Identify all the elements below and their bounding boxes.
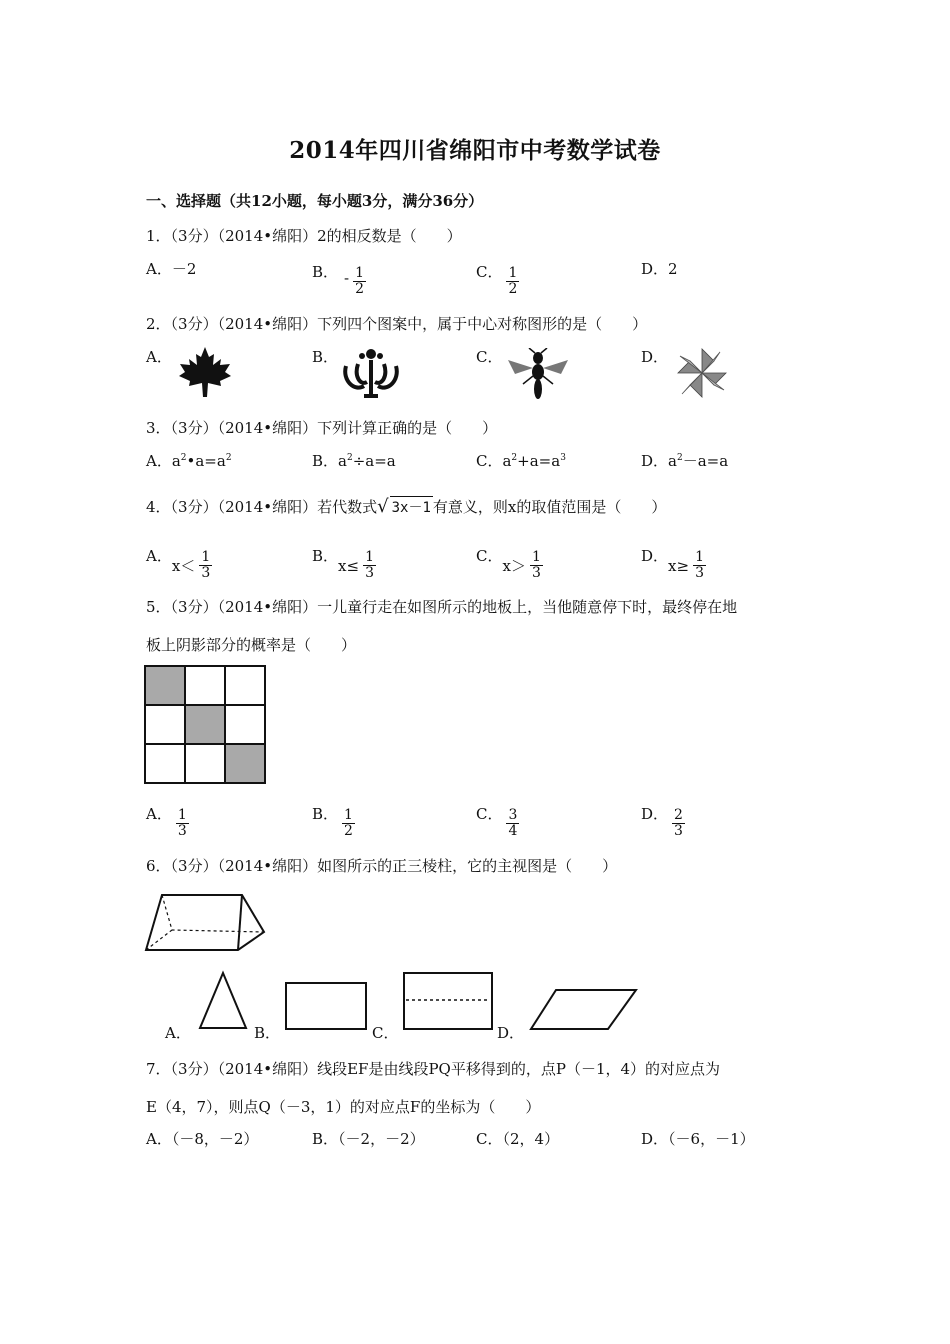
option-d: D．2	[641, 260, 678, 278]
q6-option-a-label: A．	[165, 1024, 191, 1042]
rectangle-dashed-view-icon	[402, 971, 496, 1033]
question-6: 6．（3分）（2014•绵阳）如图所示的正三棱柱，它的主视图是（ ）	[146, 857, 618, 875]
fraction: $\frac{1}{3}$	[177, 807, 187, 839]
tile	[185, 744, 225, 783]
tile	[145, 744, 185, 783]
fraction: $\frac{1}{3}$	[201, 549, 211, 581]
tile	[225, 705, 265, 744]
question-3: 3．（3分）（2014•绵阳）下列计算正确的是（ ）	[146, 419, 498, 437]
fraction: $\frac{1}{2}$	[355, 265, 365, 297]
tile	[225, 666, 265, 705]
option-c: C．x＞ $\frac{1}{3}$	[476, 547, 541, 581]
question-4: 4．（3分）（2014•绵阳）若代数式√ 3x－1 有意义，则x的取值范围是（ ）	[146, 496, 667, 517]
option-b: B．x≤ $\frac{1}{3}$	[312, 547, 374, 581]
fraction: $\frac{1}{3}$	[365, 549, 374, 581]
sqrt-sign: √	[377, 496, 389, 517]
triangle-view-icon	[196, 970, 250, 1032]
option-c: C． $\frac{1}{2}$	[476, 263, 518, 297]
question-4-options	[146, 542, 806, 582]
fraction: $\frac{1}{2}$	[508, 265, 518, 297]
triangular-prism-figure	[142, 890, 272, 954]
radicand: 3x－1	[390, 496, 433, 517]
option-c: C．	[476, 348, 503, 366]
option-d: D．$a^2-a=a$	[641, 452, 729, 470]
option-d: D．（－6，－1）	[641, 1130, 755, 1148]
option-a: A． $\frac{1}{3}$	[146, 805, 187, 839]
fraction: $\frac{2}{3}$	[674, 807, 683, 839]
fraction: $\frac{1}{3}$	[531, 549, 541, 581]
tile-shaded	[145, 666, 185, 705]
fraction: $\frac{3}{4}$	[508, 807, 518, 839]
tile	[185, 666, 225, 705]
option-d: D．x≥ $\frac{1}{3}$	[641, 547, 704, 581]
fraction: $\frac{1}{3}$	[695, 549, 704, 581]
q6-option-b-label: B．	[254, 1024, 281, 1042]
option-b: B．	[312, 348, 339, 366]
option-a: A．	[146, 348, 172, 366]
ornament-icon	[340, 346, 402, 400]
rectangle-view-icon	[284, 981, 370, 1033]
floor-grid	[144, 665, 266, 784]
question-7-options	[146, 1128, 806, 1168]
question-3-options	[146, 450, 806, 490]
question-1-options	[146, 258, 806, 298]
q6-option-d-label: D．	[497, 1024, 525, 1042]
pinwheel-icon	[672, 346, 732, 400]
option-a: A．－2	[146, 260, 197, 278]
page-title: 2014年四川省绵阳市中考数学试卷	[289, 137, 661, 164]
parallelogram-view-icon	[528, 987, 640, 1033]
q6-option-c-label: C．	[372, 1024, 399, 1042]
tile-shaded	[225, 744, 265, 783]
fraction: $\frac{1}{2}$	[344, 807, 353, 839]
question-5-options	[146, 800, 806, 840]
option-c: C．（2，4）	[476, 1130, 560, 1148]
maple-leaf-icon	[176, 345, 234, 399]
tile	[145, 705, 185, 744]
question-5-line-2: 板上阴影部分的概率是（ ）	[146, 636, 357, 654]
question-7-line-2: E（4，7），则点Q（－3，1）的对应点F的坐标为（ ）	[146, 1098, 541, 1116]
question-7-line-1: 7．（3分）（2014•绵阳）线段EF是由线段PQ平移得到的，点P（－1，4）的对应点为	[146, 1060, 721, 1078]
insect-icon	[505, 348, 571, 402]
question-5-line-1: 5．（3分）（2014•绵阳）一儿童行走在如图所示的地板上，当他随意停下时，最终停在地	[146, 598, 738, 616]
section-heading: 一、选择题（共12小题，每小题3分，满分36分）	[146, 192, 484, 210]
question-1: 1．（3分）（2014•绵阳）2的相反数是（ ）	[146, 227, 462, 245]
option-d: D． $\frac{2}{3}$	[641, 805, 683, 839]
option-a: A．$a^2•a=a^2$	[146, 452, 232, 470]
option-a: A．（－8，－2）	[146, 1130, 259, 1148]
option-c: C． $\frac{3}{4}$	[476, 805, 518, 839]
option-d: D．	[641, 348, 669, 366]
option-b: B．$a^2\div a=a$	[312, 452, 396, 470]
tile-shaded	[185, 705, 225, 744]
option-a: A．x＜ $\frac{1}{3}$	[146, 547, 211, 581]
question-2: 2．（3分）（2014•绵阳）下列四个图案中，属于中心对称图形的是（ ）	[146, 315, 648, 333]
option-b: B．（－2，－2）	[312, 1130, 425, 1148]
option-c: C．$a^2+a=a^3$	[476, 452, 566, 470]
option-b: B． - $\frac{1}{2}$	[312, 263, 365, 297]
option-b: B． $\frac{1}{2}$	[312, 805, 353, 839]
